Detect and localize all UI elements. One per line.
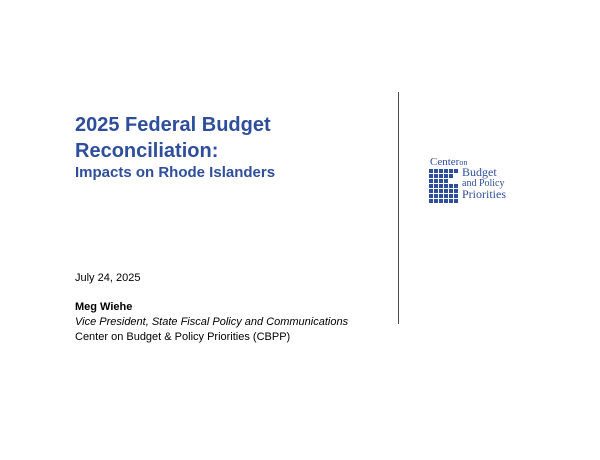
logo-and-policy: and Policy [462,178,505,189]
logo-wordmark [462,167,506,200]
logo-grid-cell [449,189,453,193]
logo-grid-cell [449,174,453,178]
logo-grid-cell [439,199,443,203]
presenter-role: Vice President, State Fiscal Policy and Communications [75,316,349,328]
logo-grid-cell [454,199,458,203]
logo-priorities: Priorities [462,187,506,201]
logo-grid-cell [449,169,453,173]
logo-grid-cell [429,194,433,198]
presenter-name: Meg Wiehe [75,301,133,313]
logo-grid-cell [449,199,453,203]
title-line-2: Reconciliation: [75,140,219,162]
logo-grid-cell [444,174,448,178]
logo-grid-cell [439,174,443,178]
logo-grid-mark-icon [429,169,459,203]
logo-grid-cell [434,194,438,198]
logo-grid-cell [439,184,443,188]
logo-grid-cell [444,184,448,188]
logo-grid-cell [444,194,448,198]
logo-grid-cell [434,189,438,193]
logo-grid-cell [429,174,433,178]
logo-budget: Budget [462,165,497,179]
logo-grid-cell [454,169,458,173]
logo-grid-cell [434,179,438,183]
presentation-date: July 24, 2025 [75,272,141,284]
logo-grid-cell [454,184,458,188]
logo-grid-cell [434,174,438,178]
logo-grid-cell [449,184,453,188]
logo-grid-cell [444,199,448,203]
logo-grid-cell [449,194,453,198]
logo-grid-cell [434,169,438,173]
logo-grid-cell [439,194,443,198]
logo-grid-cell [429,184,433,188]
logo-grid-cell [444,189,448,193]
slide-subtitle: Impacts on Rhode Islanders [75,164,276,181]
presenter-organization: Center on Budget & Policy Priorities (CBPP) [75,331,291,343]
logo-grid-cell [444,179,448,183]
logo-grid-cell [439,169,443,173]
logo-grid-cell [429,189,433,193]
logo-grid-cell [429,179,433,183]
cbpp-logo [426,155,546,215]
logo-grid-cell [434,199,438,203]
logo-grid-cell [429,199,433,203]
logo-grid-cell [444,169,448,173]
vertical-divider [398,92,399,324]
logo-grid-cell [434,184,438,188]
logo-grid-cell [454,189,458,193]
logo-on-word: on [459,158,468,167]
slide-title [75,112,271,164]
presenter-block [75,300,348,345]
logo-grid-cell [429,169,433,173]
logo-grid-cell [439,189,443,193]
title-line-1: 2025 Federal Budget [75,114,271,136]
logo-grid-cell [454,194,458,198]
logo-grid-cell [439,179,443,183]
logo-center-word: Center [430,156,460,168]
